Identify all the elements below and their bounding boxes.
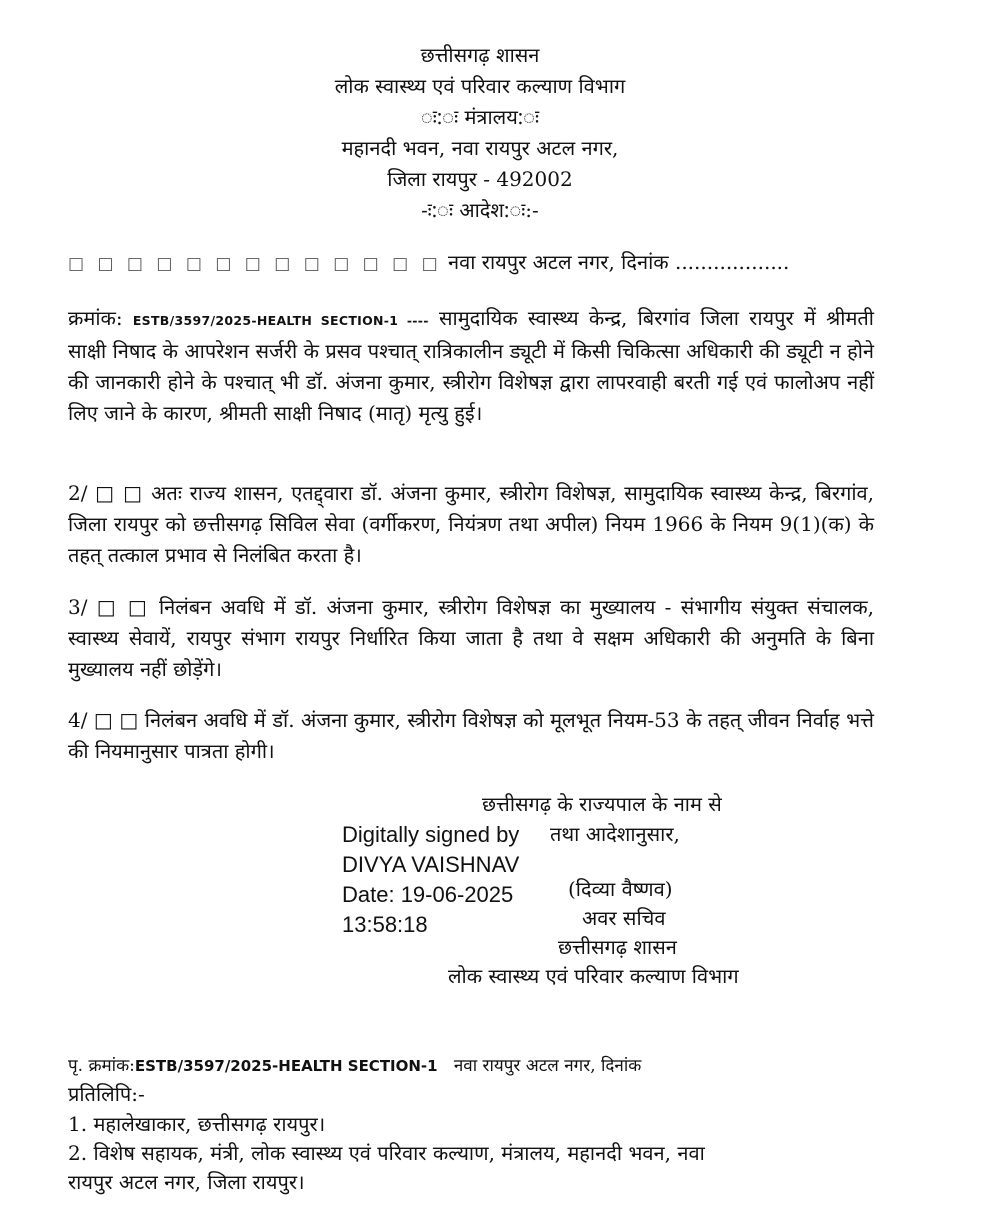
paragraph-1-body: सामुदायिक स्वास्थ्य केन्द्र, बिरगांव जिला रायपुर में श्रीमती साक्षी निषाद के आपरेशन सर्जरी के प्रसव पश्चात् रात्रिकालीन ड्यूटी में किसी चिकित्सा अधिकारी की ड्यूटी न होने की जानकारी होने के पश्चात् भी डॉ. अंजना कुमार, स्त्रीरोग विशेषज्ञ द्वारा लापरवाही बरती गई एवं फालोअप नहीं लिए जाने के कारण, श्रीमती साक्षी निषाद (मातृ) मृत्यु हुई। <box>68 306 874 425</box>
paragraph-4-number: 4/ □ □ <box>68 708 139 732</box>
paragraph-2-number: 2/ □ □ <box>68 481 144 505</box>
digital-sign-time: 13:58:18 <box>342 912 428 937</box>
digital-signature-stamp <box>342 820 519 940</box>
as-per-order: तथा आदेशानुसार, <box>550 822 680 846</box>
signatory-department: लोक स्वास्थ्य एवं परिवार कल्याण विभाग <box>448 964 739 988</box>
reference-number: ESTB/3597/2025-HEALTH SECTION-1 ---- <box>132 313 429 328</box>
endorsement-place-date: नवा रायपुर अटल नगर, दिनांक <box>453 1056 642 1076</box>
endorsement-number: ESTB/3597/2025-HEALTH SECTION-1 <box>134 1057 438 1075</box>
copy-item-2-line-1: 2. विशेष सहायक, मंत्री, लोक स्वास्थ्य एवं परिवार कल्याण, मंत्रालय, महानदी भवन, नवा <box>68 1141 705 1165</box>
paragraph-2-body: अतः राज्य शासन, एतद्द्वारा डॉ. अंजना कुमार, स्त्रीरोग विशेषज्ञ, सामुदायिक स्वास्थ्य केन्द्र, बिरगांव, जिला रायपुर को छत्तीसगढ़ सिविल सेवा (वर्गीकरण, नियंत्रण तथा अपील) नियम 1966 के नियम 9(1)(क) के तहत् तत्काल प्रभाव से निलंबित करता है। <box>68 481 874 567</box>
endorsement-prefix: पृ. क्रमांक: <box>68 1056 135 1076</box>
paragraph-1 <box>68 303 874 429</box>
paragraph-3 <box>68 592 874 685</box>
placeholder-boxes: □ □ □ □ □ □ □ □ □ □ □ □ □ <box>68 254 442 274</box>
letterhead-address: महानदी भवन, नवा रायपुर अटल नगर, <box>341 136 619 160</box>
signatory-name: (दिव्या वैष्णव) <box>568 877 673 901</box>
place-date-text: नवा रायपुर अटल नगर, दिनांक .................. <box>448 250 790 274</box>
by-order-of-governor: छत्तीसगढ़ के राज्यपाल के नाम से <box>482 792 722 816</box>
copy-item-1: 1. महालेखाकार, छत्तीसगढ़ रायपुर। <box>68 1112 326 1136</box>
digital-signer-name: DIVYA VAISHNAV <box>342 852 520 877</box>
letterhead-order-title: -ः:ः आदेश:ः:- <box>421 198 539 222</box>
letterhead-government: छत्तीसगढ़ शासन <box>420 43 540 67</box>
copy-item-2-line-2: रायपुर अटल नगर, जिला रायपुर। <box>68 1170 305 1194</box>
place-date-line <box>68 248 789 275</box>
paragraph-3-body: निलंबन अवधि में डॉ. अंजना कुमार, स्त्रीरोग विशेषज्ञ का मुख्यालय - संभागीय संयुक्त संचालक, स्वास्थ्य सेवायें, रायपुर संभाग रायपुर निर्धारित किया जाता है तथा वे सक्षम अधिकारी की अनुमति के बिना मुख्यालय नहीं छोड़ेंगे। <box>68 595 874 681</box>
endorsement-reference <box>68 1052 641 1081</box>
letterhead-department: लोक स्वास्थ्य एवं परिवार कल्याण विभाग <box>334 74 626 98</box>
letterhead <box>0 40 960 226</box>
digital-sign-date: Date: 19-06-2025 <box>342 882 514 907</box>
letterhead-district: जिला रायपुर - 492002 <box>387 167 573 191</box>
copy-to-label: प्रतिलिपि:- <box>68 1082 145 1106</box>
paragraph-3-number: 3/ □ □ <box>68 595 150 619</box>
paragraph-2 <box>68 478 874 571</box>
paragraph-4-body: निलंबन अवधि में डॉ. अंजना कुमार, स्त्रीरोग विशेषज्ञ को मूलभूत नियम-53 के तहत् जीवन निर्वाह भत्ते की नियमानुसार पात्रता होगी। <box>68 708 874 763</box>
signatory-government: छत्तीसगढ़ शासन <box>558 935 677 959</box>
digital-signed-by: Digitally signed by <box>342 822 520 847</box>
paragraph-4 <box>68 705 874 767</box>
signatory-designation: अवर सचिव <box>582 906 666 930</box>
reference-prefix: क्रमांक: <box>68 306 123 330</box>
letterhead-ministry: ः:ः मंत्रालय:ः <box>420 105 540 129</box>
